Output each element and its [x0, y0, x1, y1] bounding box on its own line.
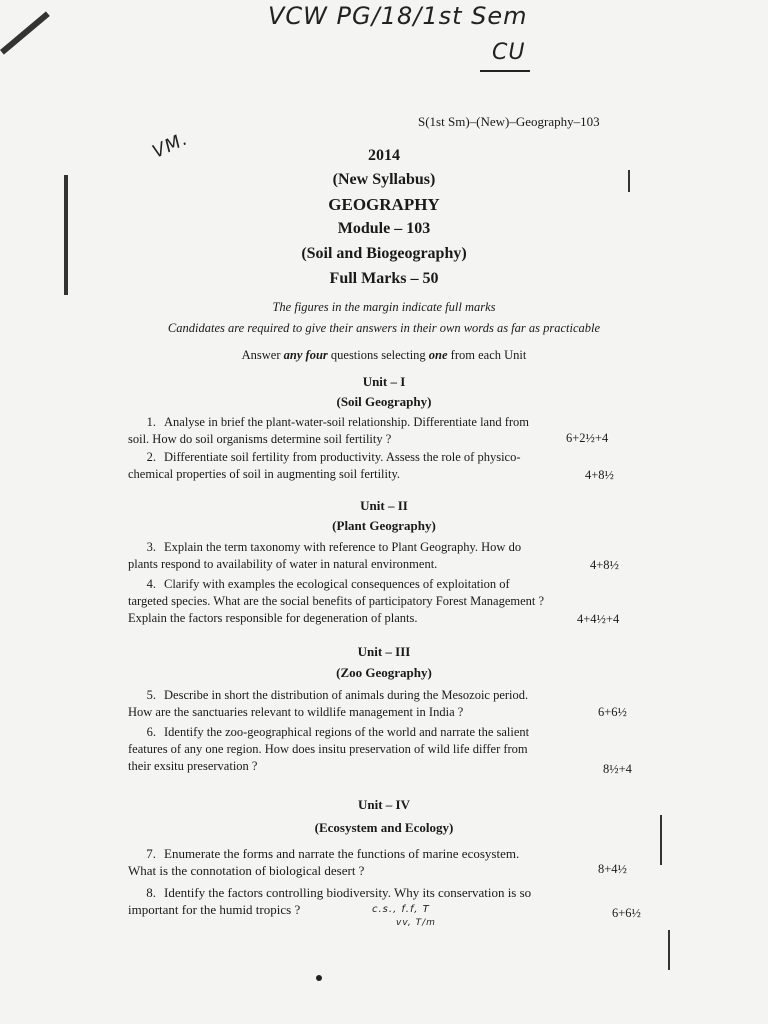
unit-title: Unit – III	[357, 644, 411, 659]
question-marks: 8½+4	[603, 762, 632, 776]
margin-note: The figures in the margin indicate full marks	[272, 300, 496, 314]
question-number: 2.	[146, 450, 156, 464]
question-number: 6.	[146, 725, 156, 739]
instruction-emph: one	[428, 348, 448, 362]
question-number: 3.	[146, 540, 156, 554]
question-3	[128, 539, 598, 573]
handwritten-cu: CU	[492, 40, 526, 65]
unit-title: Unit – I	[362, 374, 406, 389]
instruction-part: Answer	[241, 348, 284, 362]
question-marks: 6+6½	[598, 705, 627, 719]
question-7	[128, 845, 598, 879]
question-line: features of any one region. How does insitu preservation of wild life differ from	[128, 742, 528, 756]
question-line: Describe in short the distribution of animals during the Mesozoic period.	[164, 688, 529, 702]
question-marks: 4+8½	[590, 558, 619, 572]
question-marks: 6+6½	[612, 906, 641, 920]
question-line: Differentiate soil fertility from productivity. Assess the role of physico-	[164, 450, 521, 464]
question-2	[128, 449, 598, 483]
instruction-part: from each Unit	[447, 348, 527, 362]
unit-subtitle: (Plant Geography)	[332, 518, 436, 533]
unit-subtitle: (Soil Geography)	[336, 394, 432, 409]
question-number: 4.	[146, 577, 156, 591]
question-marks: 6+2½+4	[566, 431, 609, 445]
question-marks: 4+8½	[585, 468, 614, 482]
question-marks: 8+4½	[598, 862, 627, 876]
handwritten-margin-note: c.s., f.f, T	[372, 904, 430, 915]
question-line: Explain the factors responsible for degeneration of plants.	[128, 611, 418, 625]
handwritten-top-note: VCW PG/18/1st Sem	[268, 2, 528, 30]
instruction-part: questions selecting	[327, 348, 429, 362]
question-line: important for the humid tropics ?	[128, 902, 301, 917]
question-line: targeted species. What are the social benefits of participatory Forest Management ?	[128, 594, 545, 608]
question-line: their exsitu preservation ?	[128, 759, 258, 773]
answer-instruction	[0, 348, 768, 363]
full-marks: Full Marks – 50	[329, 270, 439, 287]
question-number: 7.	[146, 846, 156, 861]
question-line: Identify the zoo-geographical regions of the world and narrate the salient	[164, 725, 530, 739]
unit-title: Unit – IV	[357, 797, 410, 812]
question-8	[128, 884, 598, 918]
scan-dot	[316, 975, 322, 981]
question-1	[128, 414, 598, 448]
subject-title: GEOGRAPHY	[328, 195, 440, 214]
scan-corner-mark	[0, 11, 50, 54]
question-line: Explain the term taxonomy with reference to Plant Geography. How do	[164, 540, 522, 554]
paper-code: S(1st Sm)–(New)–Geography–103	[418, 114, 600, 129]
question-number: 8.	[146, 885, 156, 900]
syllabus-label: (New Syllabus)	[332, 171, 436, 188]
question-line: Analyse in brief the plant-water-soil relationship. Differentiate land from	[164, 415, 530, 429]
question-line: Enumerate the forms and narrate the functions of marine ecosystem.	[164, 846, 520, 861]
question-line: plants respond to availability of water in natural environment.	[128, 557, 438, 571]
question-6	[128, 724, 598, 775]
question-line: soil. How do soil organisms determine soil fertility ?	[128, 432, 392, 446]
handwritten-margin-note-2: vv, T/m	[396, 918, 436, 928]
question-line: Identify the factors controlling biodiversity. Why its conservation is so	[164, 885, 532, 900]
question-4	[128, 576, 598, 627]
handwritten-initials: VM.	[149, 128, 192, 163]
question-line: How are the sanctuaries relevant to wildlife management in India ?	[128, 705, 464, 719]
question-line: What is the connotation of biological desert ?	[128, 863, 365, 878]
scan-right-mark-3	[668, 930, 670, 970]
question-line: Clarify with examples the ecological consequences of exploitation of	[164, 577, 510, 591]
unit-subtitle: (Ecosystem and Ecology)	[314, 820, 454, 835]
question-number: 5.	[146, 688, 156, 702]
unit-title: Unit – II	[360, 498, 408, 513]
module-label: Module – 103	[337, 220, 431, 237]
unit-subtitle: (Zoo Geography)	[336, 665, 432, 680]
exam-year: 2014	[368, 147, 400, 164]
question-marks: 4+4½+4	[577, 612, 620, 626]
candidates-note: Candidates are required to give their answers in their own words as far as practicable	[167, 321, 601, 335]
question-5	[128, 687, 598, 721]
handwritten-cu-underline	[480, 70, 530, 72]
paper-title: (Soil and Biogeography)	[301, 245, 467, 262]
question-number: 1.	[146, 415, 156, 429]
instruction-emph: any four	[283, 348, 328, 362]
question-line: chemical properties of soil in augmenting soil fertility.	[128, 467, 401, 481]
